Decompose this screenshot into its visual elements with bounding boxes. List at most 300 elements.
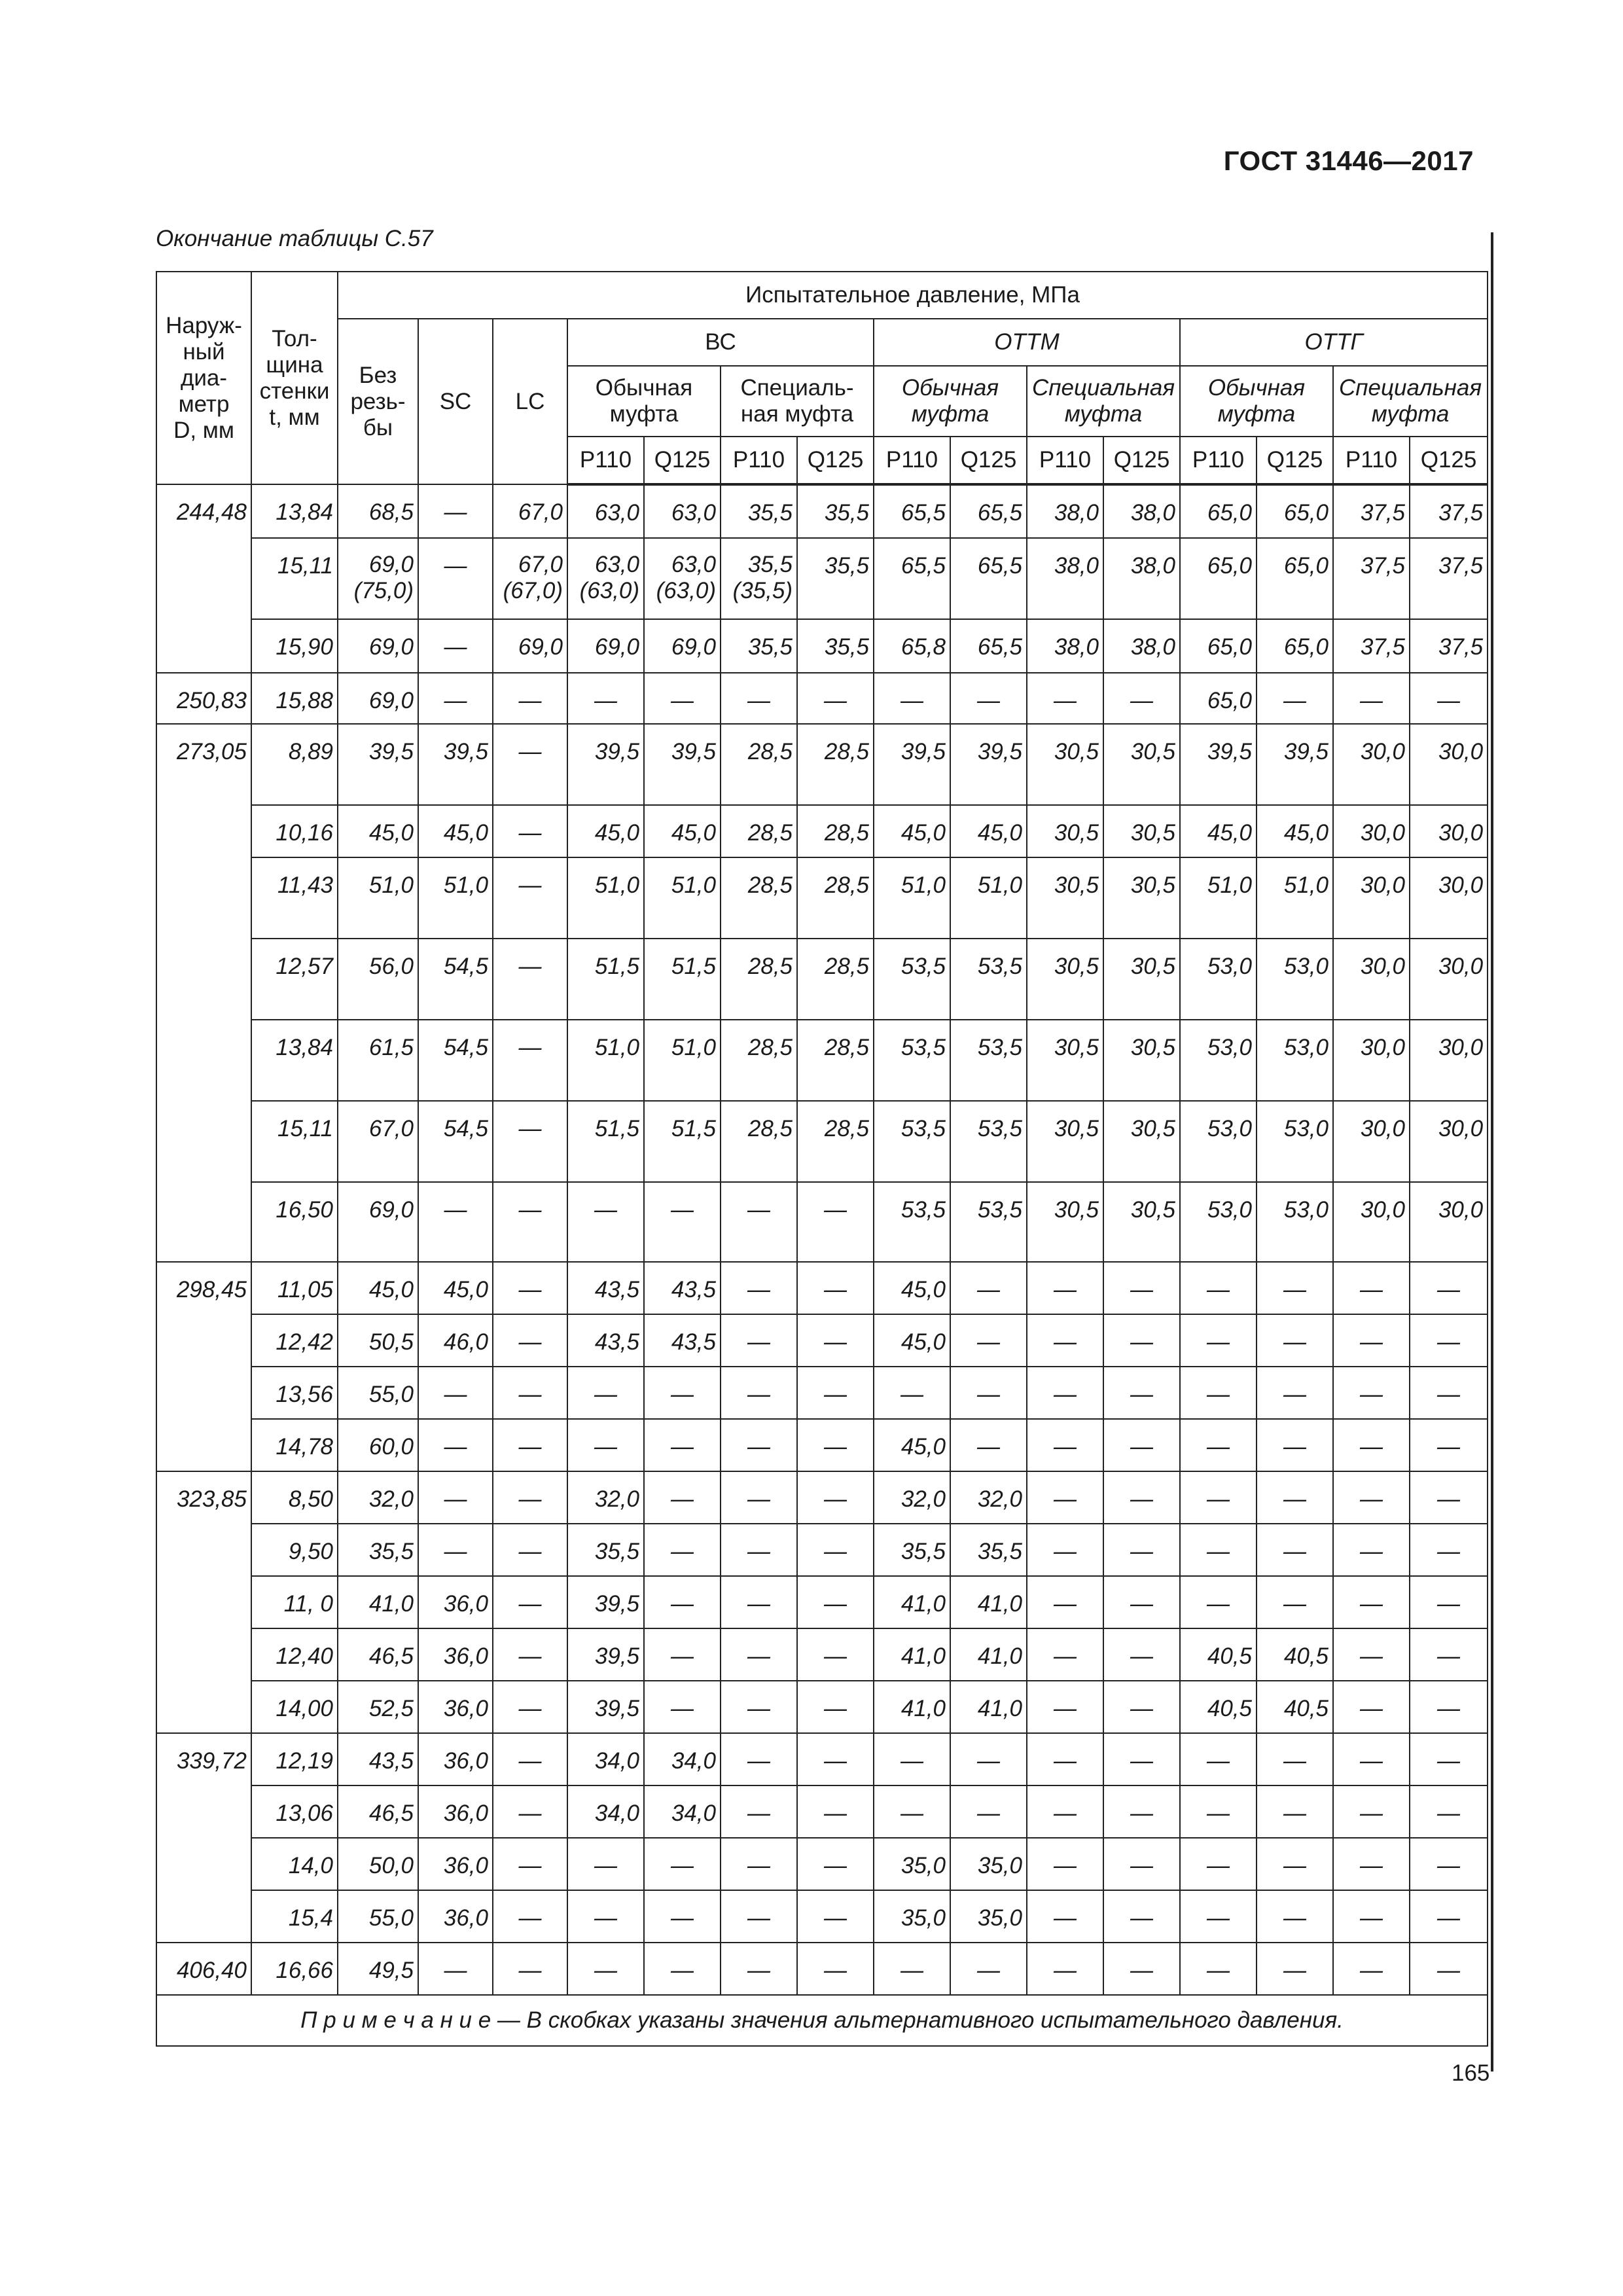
pressure-cell: 63,0 [567,484,644,538]
pressure-cell: 45,0 [418,1262,493,1314]
pressure-cell: 53,5 [874,1182,950,1262]
grade-label: P110 [1027,437,1103,484]
pressure-cell: — [1103,1681,1180,1733]
pressure-cell: 45,0 [644,805,721,857]
pressure-cell: 39,5 [418,724,493,805]
pressure-cell: 69,0 [567,619,644,673]
table-row [156,857,1488,939]
pressure-cell: 51,0 [874,857,950,939]
pressure-cell: — [493,1524,567,1576]
table-caption: Окончание таблицы С.57 [156,226,433,251]
pressure-cell: — [493,1471,567,1524]
pressure-cell: — [493,805,567,857]
pressure-cell: — [797,1576,874,1628]
wall-thickness-cell: 13,84 [251,484,338,538]
page-number: 165 [1452,2060,1490,2086]
table-row [156,939,1488,1020]
wall-thickness-cell: 8,89 [251,724,338,805]
pressure-cell: 30,5 [1027,1101,1103,1182]
table-row [156,1733,1488,1785]
pressure-cell: — [721,1524,797,1576]
pressure-cell: 30,5 [1103,857,1180,939]
pressure-cell: 41,0 [950,1628,1027,1681]
pressure-cell: 30,0 [1410,1182,1488,1262]
pressure-cell: 28,5 [721,1101,797,1182]
pressure-cell: 65,0 [1257,619,1333,673]
pressure-cell: — [1257,1419,1333,1471]
pressure-cell: 41,0 [338,1576,418,1628]
pressure-cell: — [797,1314,874,1367]
pressure-cell: 69,0 (75,0) [338,538,418,619]
pressure-cell: — [1257,673,1333,724]
pressure-cell: — [1180,1524,1257,1576]
pressure-cell: 45,0 [1257,805,1333,857]
pressure-cell: — [1410,1524,1488,1576]
pressure-cell: 40,5 [1180,1681,1257,1733]
pressure-cell: 69,0 [338,673,418,724]
pressure-cell: — [1333,1943,1410,1995]
wall-thickness-cell: 13,56 [251,1367,338,1419]
pressure-cell: — [1257,1943,1333,1995]
pressure-cell: — [1333,1576,1410,1628]
pressure-cell: 30,0 [1410,805,1488,857]
pressure-cell: — [644,1890,721,1943]
pressure-cell: — [797,1890,874,1943]
pressure-cell: 38,0 [1027,619,1103,673]
pressure-cell: 53,5 [950,1101,1027,1182]
pressure-cell: 51,0 [1180,857,1257,939]
pressure-cell: 53,5 [950,1020,1027,1101]
pressure-cell: 43,5 [567,1262,644,1314]
pressure-cell: 65,0 [1257,484,1333,538]
pressure-cell: — [1103,1838,1180,1890]
pressure-cell: — [644,1943,721,1995]
wall-thickness-cell: 13,06 [251,1785,338,1838]
pressure-cell: 30,5 [1027,1182,1103,1262]
pressure-cell: 28,5 [797,939,874,1020]
pressure-cell: 38,0 [1103,619,1180,673]
col-bc-special: Специаль- ная муфта [721,366,874,437]
pressure-cell: 32,0 [338,1471,418,1524]
table-note: П р и м е ч а н и е — В скобках указаны значения альтернативного испытательного давления. [156,1995,1488,2046]
pressure-cell: 40,5 [1257,1681,1333,1733]
pressure-cell: 65,5 [950,538,1027,619]
pressure-cell: — [418,1943,493,1995]
pressure-cell: 30,0 [1333,1020,1410,1101]
wall-thickness-cell: 14,78 [251,1419,338,1471]
pressure-cell: 36,0 [418,1628,493,1681]
pressure-cell: — [567,673,644,724]
grade-label: Q125 [1103,437,1180,484]
pressure-cell: — [1333,673,1410,724]
pressure-cell: 35,5 [797,484,874,538]
pressure-cell: — [493,673,567,724]
pressure-cell: 39,5 [644,724,721,805]
pressure-cell: — [567,1890,644,1943]
pressure-cell: 49,5 [338,1943,418,1995]
pressure-cell: — [644,1182,721,1262]
pressure-cell: — [721,1681,797,1733]
wall-thickness-cell: 16,50 [251,1182,338,1262]
pressure-cell: — [1333,1733,1410,1785]
pressure-cell: — [1257,1471,1333,1524]
wall-thickness-cell: 15,4 [251,1890,338,1943]
outer-diameter-cell: 339,72 [156,1733,251,1943]
pressure-cell: 34,0 [644,1785,721,1838]
pressure-cell: 65,0 [1257,538,1333,619]
pressure-cell: 30,0 [1333,1101,1410,1182]
pressure-cell: 53,0 [1180,939,1257,1020]
pressure-cell: 30,5 [1103,1101,1180,1182]
pressure-cell: 30,5 [1027,1020,1103,1101]
pressure-cell: 39,5 [338,724,418,805]
pressure-cell: — [1103,1785,1180,1838]
pressure-cell: — [721,1733,797,1785]
pressure-cell: 53,0 [1257,1020,1333,1101]
col-bc: ВС [567,319,874,366]
pressure-cell: 38,0 [1027,538,1103,619]
pressure-cell: — [1103,1419,1180,1471]
wall-thickness-cell: 15,88 [251,673,338,724]
pressure-cell: — [644,1419,721,1471]
pressure-cell: — [1410,1838,1488,1890]
pressure-cell: 51,0 [644,1020,721,1101]
pressure-cell: 45,0 [338,1262,418,1314]
pressure-cell: 63,0 [644,484,721,538]
pressure-cell: — [1180,1733,1257,1785]
pressure-cell: 69,0 [493,619,567,673]
pressure-cell: 36,0 [418,1838,493,1890]
pressure-cell: 30,0 [1333,805,1410,857]
pressure-cell: — [567,1943,644,1995]
pressure-cell: 30,0 [1333,939,1410,1020]
col-ottm-special: Специальная муфта [1027,366,1180,437]
pressure-cell: — [1410,1733,1488,1785]
pressure-cell: 30,0 [1410,724,1488,805]
pressure-cell: 37,5 [1410,484,1488,538]
pressure-cell: 43,5 [644,1314,721,1367]
pressure-cell: 50,0 [338,1838,418,1890]
wall-thickness-cell: 12,19 [251,1733,338,1785]
pressure-cell: 35,0 [874,1890,950,1943]
pressure-cell: 30,5 [1027,939,1103,1020]
pressure-cell: — [950,1367,1027,1419]
pressure-cell: — [797,1182,874,1262]
pressure-cell: 45,0 [418,805,493,857]
pressure-cell: 53,5 [950,1182,1027,1262]
pressure-cell: — [797,1419,874,1471]
pressure-cell: — [1103,1890,1180,1943]
pressure-cell: — [418,1367,493,1419]
pressure-cell: 52,5 [338,1681,418,1733]
pressure-cell: 30,0 [1410,1020,1488,1101]
pressure-cell: 41,0 [874,1681,950,1733]
pressure-cell: 36,0 [418,1733,493,1785]
table-row [156,805,1488,857]
pressure-cell: — [493,1733,567,1785]
pressure-cell: — [950,1943,1027,1995]
pressure-cell: 28,5 [721,939,797,1020]
pressure-cell: 51,5 [567,1101,644,1182]
pressure-cell: — [493,724,567,805]
pressure-cell: — [1333,1471,1410,1524]
pressure-cell: — [1180,1262,1257,1314]
pressure-cell: 54,5 [418,939,493,1020]
outer-diameter-cell: 406,40 [156,1943,251,1995]
pressure-cell: 35,5 [950,1524,1027,1576]
pressure-cell: 30,0 [1333,1182,1410,1262]
pressure-cell: — [418,673,493,724]
pressure-cell: 34,0 [567,1733,644,1785]
grade-label: P110 [721,437,797,484]
pressure-cell: 68,5 [338,484,418,538]
pressure-cell: 61,5 [338,1020,418,1101]
pressure-cell: — [567,1367,644,1419]
pressure-cell: — [1333,1524,1410,1576]
pressure-cell: — [1103,1262,1180,1314]
pressure-cell: — [797,1367,874,1419]
pressure-cell: — [950,1785,1027,1838]
pressure-cell: 55,0 [338,1367,418,1419]
pressure-cell: — [567,1182,644,1262]
pressure-cell: 35,0 [874,1838,950,1890]
pressure-cell: 36,0 [418,1681,493,1733]
pressure-cell: 45,0 [567,805,644,857]
pressure-cell: 51,0 [567,1020,644,1101]
pressure-cell: — [797,1262,874,1314]
pressure-cell: — [418,484,493,538]
wall-thickness-cell: 10,16 [251,805,338,857]
grade-label: Q125 [797,437,874,484]
pressure-cell: 30,5 [1103,724,1180,805]
pressure-cell: 54,5 [418,1101,493,1182]
pressure-cell: — [1333,1628,1410,1681]
pressure-cell: — [721,1628,797,1681]
wall-thickness-cell: 13,84 [251,1020,338,1101]
pressure-cell: 45,0 [874,1314,950,1367]
table-row [156,1182,1488,1262]
table-row [156,1262,1488,1314]
pressure-cell: 39,5 [1257,724,1333,805]
pressure-cell: 32,0 [567,1471,644,1524]
wall-thickness-cell: 9,50 [251,1524,338,1576]
grade-label: Q125 [1410,437,1488,484]
table-row [156,1367,1488,1419]
pressure-cell: 46,0 [418,1314,493,1367]
pressure-cell: 45,0 [1180,805,1257,857]
pressure-cell: — [1257,1785,1333,1838]
pressure-cell: 28,5 [797,857,874,939]
pressure-cell: 55,0 [338,1890,418,1943]
pressure-cell: 43,5 [644,1262,721,1314]
wall-thickness-cell: 8,50 [251,1471,338,1524]
pressure-cell: — [1103,1943,1180,1995]
pressure-cell: — [1027,1576,1103,1628]
pressure-cell: 39,5 [567,1681,644,1733]
grade-label: P110 [1333,437,1410,484]
outer-diameter-cell: 273,05 [156,724,251,1262]
pressure-cell: 41,0 [874,1576,950,1628]
pressure-cell: 51,5 [567,939,644,1020]
table-row [156,1943,1488,1995]
pressure-cell: 51,0 [418,857,493,939]
col-test-pressure: Испытательное давление, МПа [338,272,1488,319]
pressure-cell: — [1180,1471,1257,1524]
pressure-cell: 53,0 [1257,939,1333,1020]
pressure-cell: 28,5 [797,724,874,805]
pressure-cell: 45,0 [950,805,1027,857]
pressure-cell: — [950,1419,1027,1471]
wall-thickness-cell: 15,11 [251,538,338,619]
pressure-cell: 38,0 [1103,538,1180,619]
pressure-cell: 28,5 [721,1020,797,1101]
pressure-cell: — [1103,1524,1180,1576]
pressure-cell: — [721,1262,797,1314]
pressure-cell: — [797,1785,874,1838]
table-row [156,1785,1488,1838]
pressure-cell: — [1027,1943,1103,1995]
pressure-cell: 60,0 [338,1419,418,1471]
pressure-cell: — [1103,673,1180,724]
pressure-cell: — [1027,1838,1103,1890]
pressure-cell: — [418,1471,493,1524]
pressure-cell: — [418,1419,493,1471]
pressure-cell: — [493,1785,567,1838]
pressure-cell: — [418,1182,493,1262]
pressure-cell: — [1257,1890,1333,1943]
pressure-cell: — [721,1182,797,1262]
pressure-cell: 35,5 [567,1524,644,1576]
pressure-cell: — [418,619,493,673]
pressure-cell: — [1257,1367,1333,1419]
pressure-cell: 56,0 [338,939,418,1020]
pressure-cell: — [644,1367,721,1419]
wall-thickness-cell: 14,0 [251,1838,338,1890]
pressure-cell: 65,0 [1180,538,1257,619]
pressure-cell: — [1410,1262,1488,1314]
pressure-cell: 36,0 [418,1785,493,1838]
pressure-cell: — [1027,1314,1103,1367]
pressure-cell: 40,5 [1257,1628,1333,1681]
pressure-cell: — [797,1524,874,1576]
pressure-cell: — [493,1020,567,1101]
pressure-cell: — [493,1890,567,1943]
pressure-cell: 43,5 [567,1314,644,1367]
pressure-cell: — [797,673,874,724]
pressure-cell: — [1180,1838,1257,1890]
pressure-cell: 30,0 [1410,939,1488,1020]
pressure-cell: — [797,1628,874,1681]
pressure-cell: 28,5 [797,1020,874,1101]
pressure-cell: — [493,1182,567,1262]
pressure-cell: — [1257,1733,1333,1785]
pressure-cell: — [1103,1367,1180,1419]
pressure-cell: — [1027,1471,1103,1524]
pressure-cell: 36,0 [418,1576,493,1628]
pressure-cell: — [1257,1838,1333,1890]
pressure-cell: 45,0 [874,1262,950,1314]
pressure-cell: 35,5 (35,5) [721,538,797,619]
wall-thickness-cell: 12,57 [251,939,338,1020]
col-ottm: ОТТМ [874,319,1180,366]
pressure-cell: — [1103,1733,1180,1785]
pressure-cell: — [493,1262,567,1314]
pressure-cell: — [493,857,567,939]
pressure-cell: — [1027,1890,1103,1943]
pressure-cell: — [1257,1576,1333,1628]
pressure-cell: 53,0 [1180,1182,1257,1262]
pressure-cell: 30,0 [1333,857,1410,939]
pressure-cell: 37,5 [1333,538,1410,619]
pressure-cell: — [1180,1314,1257,1367]
wall-thickness-cell: 12,40 [251,1628,338,1681]
pressure-cell: — [1180,1419,1257,1471]
grade-label: P110 [874,437,950,484]
pressure-cell: — [1180,1785,1257,1838]
pressure-cell: — [1410,1576,1488,1628]
col-ottg-regular: Обычная муфта [1180,366,1333,437]
col-wall-thickness: Тол- щина стенки t, мм [251,272,338,484]
wall-thickness-cell: 15,11 [251,1101,338,1182]
pressure-cell: — [874,1943,950,1995]
pressure-cell: — [1333,1367,1410,1419]
pressure-cell: — [493,1628,567,1681]
pressure-cell: 63,0 (63,0) [644,538,721,619]
pressure-cell: 67,0 (67,0) [493,538,567,619]
pressure-cell: 37,5 [1333,484,1410,538]
pressure-cell: — [950,1262,1027,1314]
table-row [156,538,1488,619]
pressure-cell: 28,5 [797,805,874,857]
pressure-cell: 53,0 [1257,1182,1333,1262]
pressure-table [156,271,1488,2047]
pressure-cell: — [567,1419,644,1471]
pressure-cell: 30,5 [1027,805,1103,857]
pressure-cell: 39,5 [950,724,1027,805]
table-row [156,1020,1488,1101]
pressure-cell: 34,0 [644,1733,721,1785]
pressure-cell: 51,0 [338,857,418,939]
pressure-cell: 35,5 [721,619,797,673]
pressure-cell: — [721,1367,797,1419]
pressure-cell: — [1027,1785,1103,1838]
pressure-cell: — [721,1419,797,1471]
pressure-cell: — [797,1471,874,1524]
pressure-cell: 39,5 [567,724,644,805]
pressure-cell: — [1103,1628,1180,1681]
table-row [156,484,1488,538]
pressure-cell: — [1027,1681,1103,1733]
pressure-cell: 37,5 [1333,619,1410,673]
pressure-cell: 69,0 [644,619,721,673]
pressure-cell: — [1180,1943,1257,1995]
pressure-cell: 32,0 [874,1471,950,1524]
pressure-cell: — [493,1943,567,1995]
pressure-cell: — [1257,1314,1333,1367]
pressure-cell: 46,5 [338,1628,418,1681]
pressure-cell: — [1257,1262,1333,1314]
pressure-cell: — [797,1681,874,1733]
pressure-cell: 67,0 [338,1101,418,1182]
pressure-cell: 39,5 [1180,724,1257,805]
pressure-cell: 35,0 [950,1838,1027,1890]
pressure-cell: — [644,1524,721,1576]
pressure-cell: 36,0 [418,1890,493,1943]
pressure-cell: 30,5 [1027,724,1103,805]
table-row [156,1101,1488,1182]
pressure-cell: — [644,1838,721,1890]
pressure-cell: 65,8 [874,619,950,673]
